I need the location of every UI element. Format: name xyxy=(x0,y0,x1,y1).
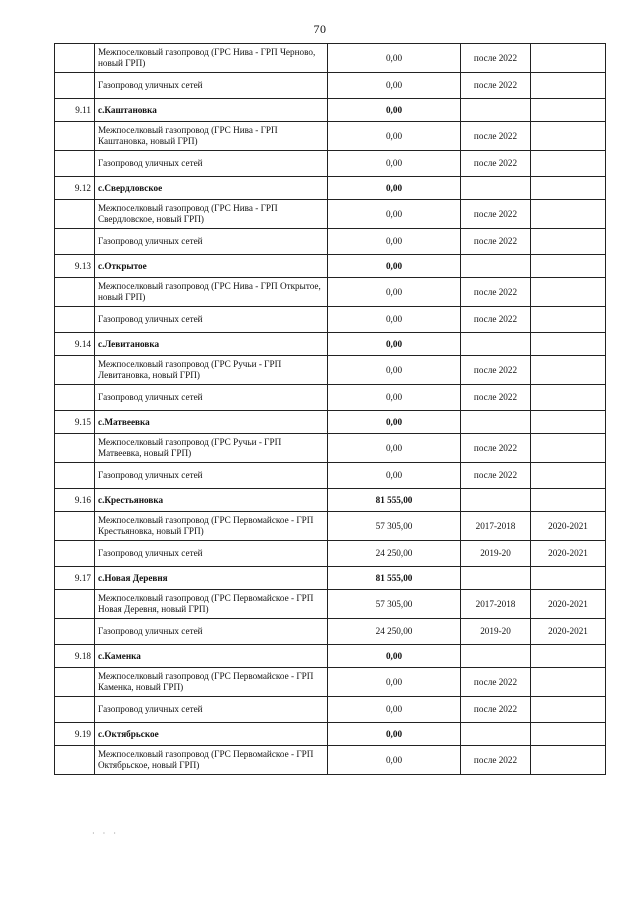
design-years-cell xyxy=(461,333,531,356)
build-years-cell xyxy=(531,122,606,151)
design-years-cell xyxy=(461,645,531,668)
build-years-cell xyxy=(531,463,606,489)
object-name-cell: с.Левитановка xyxy=(95,333,328,356)
object-name-cell: Газопровод уличных сетей xyxy=(95,307,328,333)
design-years-cell: 2019-20 xyxy=(461,619,531,645)
cost-cell: 0,00 xyxy=(328,73,461,99)
build-years-cell xyxy=(531,434,606,463)
cost-cell: 0,00 xyxy=(328,255,461,278)
footer-mark: · · · xyxy=(92,829,119,838)
build-years-cell xyxy=(531,255,606,278)
pipeline-row xyxy=(55,434,606,463)
street-network-row xyxy=(55,307,606,333)
object-name-cell: Газопровод уличных сетей xyxy=(95,463,328,489)
cost-cell: 0,00 xyxy=(328,122,461,151)
pipeline-row xyxy=(55,668,606,697)
row-number-cell xyxy=(55,307,95,333)
row-number-cell: 9.19 xyxy=(55,723,95,746)
build-years-cell: 2020-2021 xyxy=(531,619,606,645)
cost-cell: 24 250,00 xyxy=(328,541,461,567)
design-years-cell xyxy=(461,177,531,200)
settlement-row xyxy=(55,489,606,512)
pipeline-row xyxy=(55,356,606,385)
build-years-cell xyxy=(531,333,606,356)
cost-cell: 0,00 xyxy=(328,229,461,255)
cost-cell: 0,00 xyxy=(328,746,461,775)
object-name-cell: Межпоселковый газопровод (ГРС Нива - ГРП Открытое, новый ГРП) xyxy=(95,278,328,307)
row-number-cell xyxy=(55,541,95,567)
row-number-cell xyxy=(55,122,95,151)
object-name-cell: с.Каштановка xyxy=(95,99,328,122)
row-number-cell xyxy=(55,697,95,723)
pipeline-row xyxy=(55,512,606,541)
row-number-cell xyxy=(55,200,95,229)
cost-cell: 0,00 xyxy=(328,385,461,411)
settlement-row xyxy=(55,645,606,668)
settlement-row xyxy=(55,255,606,278)
row-number-cell xyxy=(55,746,95,775)
build-years-cell xyxy=(531,307,606,333)
build-years-cell xyxy=(531,668,606,697)
cost-cell: 0,00 xyxy=(328,723,461,746)
design-years-cell: после 2022 xyxy=(461,746,531,775)
build-years-cell xyxy=(531,489,606,512)
build-years-cell xyxy=(531,645,606,668)
design-years-cell: после 2022 xyxy=(461,151,531,177)
row-number-cell: 9.15 xyxy=(55,411,95,434)
street-network-row xyxy=(55,541,606,567)
object-name-cell: Газопровод уличных сетей xyxy=(95,541,328,567)
cost-cell: 24 250,00 xyxy=(328,619,461,645)
row-number-cell: 9.13 xyxy=(55,255,95,278)
build-years-cell: 2020-2021 xyxy=(531,541,606,567)
build-years-cell xyxy=(531,229,606,255)
design-years-cell xyxy=(461,99,531,122)
pipeline-row xyxy=(55,200,606,229)
cost-cell: 0,00 xyxy=(328,697,461,723)
street-network-row xyxy=(55,697,606,723)
pipeline-row xyxy=(55,590,606,619)
street-network-row xyxy=(55,619,606,645)
cost-cell: 0,00 xyxy=(328,307,461,333)
design-years-cell: после 2022 xyxy=(461,73,531,99)
settlement-row xyxy=(55,177,606,200)
object-name-cell: Газопровод уличных сетей xyxy=(95,619,328,645)
row-number-cell xyxy=(55,619,95,645)
design-years-cell xyxy=(461,255,531,278)
object-name-cell: Газопровод уличных сетей xyxy=(95,73,328,99)
design-years-cell: 2017-2018 xyxy=(461,590,531,619)
build-years-cell xyxy=(531,200,606,229)
cost-cell: 0,00 xyxy=(328,177,461,200)
build-years-cell xyxy=(531,723,606,746)
object-name-cell: Межпоселковый газопровод (ГРС Первомайское - ГРП Новая Деревня, новый ГРП) xyxy=(95,590,328,619)
row-number-cell xyxy=(55,385,95,411)
build-years-cell xyxy=(531,177,606,200)
row-number-cell xyxy=(55,463,95,489)
object-name-cell: Межпоселковый газопровод (ГРС Нива - ГРП Черново, новый ГРП) xyxy=(95,44,328,73)
object-name-cell: с.Каменка xyxy=(95,645,328,668)
cost-cell: 0,00 xyxy=(328,645,461,668)
build-years-cell xyxy=(531,411,606,434)
pipeline-row xyxy=(55,746,606,775)
pipeline-row xyxy=(55,44,606,73)
design-years-cell: после 2022 xyxy=(461,44,531,73)
cost-cell: 0,00 xyxy=(328,99,461,122)
build-years-cell xyxy=(531,356,606,385)
build-years-cell xyxy=(531,567,606,590)
row-number-cell xyxy=(55,151,95,177)
row-number-cell xyxy=(55,73,95,99)
cost-cell: 0,00 xyxy=(328,434,461,463)
build-years-cell xyxy=(531,385,606,411)
object-name-cell: с.Новая Деревня xyxy=(95,567,328,590)
design-years-cell: после 2022 xyxy=(461,463,531,489)
settlement-row xyxy=(55,567,606,590)
build-years-cell xyxy=(531,746,606,775)
row-number-cell: 9.14 xyxy=(55,333,95,356)
cost-cell: 0,00 xyxy=(328,356,461,385)
build-years-cell xyxy=(531,99,606,122)
settlement-row xyxy=(55,333,606,356)
object-name-cell: Межпоселковый газопровод (ГРС Нива - ГРП Каштановка, новый ГРП) xyxy=(95,122,328,151)
design-years-cell: после 2022 xyxy=(461,385,531,411)
design-years-cell: после 2022 xyxy=(461,307,531,333)
row-number-cell xyxy=(55,668,95,697)
design-years-cell: 2017-2018 xyxy=(461,512,531,541)
object-name-cell: Межпоселковый газопровод (ГРС Первомайское - ГРП Каменка, новый ГРП) xyxy=(95,668,328,697)
cost-cell: 0,00 xyxy=(328,668,461,697)
design-years-cell: после 2022 xyxy=(461,697,531,723)
cost-cell: 0,00 xyxy=(328,463,461,489)
object-name-cell: с.Свердловское xyxy=(95,177,328,200)
object-name-cell: с.Открытое xyxy=(95,255,328,278)
design-years-cell: после 2022 xyxy=(461,229,531,255)
row-number-cell: 9.17 xyxy=(55,567,95,590)
settlement-row xyxy=(55,411,606,434)
row-number-cell xyxy=(55,278,95,307)
settlement-row xyxy=(55,723,606,746)
row-number-cell: 9.18 xyxy=(55,645,95,668)
street-network-row xyxy=(55,151,606,177)
design-years-cell xyxy=(461,411,531,434)
object-name-cell: Межпоселковый газопровод (ГРС Ручьи - ГРП Левитановка, новый ГРП) xyxy=(95,356,328,385)
cost-cell: 0,00 xyxy=(328,151,461,177)
object-name-cell: Межпоселковый газопровод (ГРС Первомайское - ГРП Октябрьское, новый ГРП) xyxy=(95,746,328,775)
build-years-cell xyxy=(531,697,606,723)
cost-cell: 57 305,00 xyxy=(328,512,461,541)
object-name-cell: Газопровод уличных сетей xyxy=(95,229,328,255)
object-name-cell: с.Матвеевка xyxy=(95,411,328,434)
row-number-cell: 9.12 xyxy=(55,177,95,200)
design-years-cell: после 2022 xyxy=(461,434,531,463)
page-number: 70 xyxy=(313,22,327,36)
build-years-cell xyxy=(531,151,606,177)
object-name-cell: с.Крестьяновка xyxy=(95,489,328,512)
street-network-row xyxy=(55,463,606,489)
design-years-cell: после 2022 xyxy=(461,356,531,385)
build-years-cell: 2020-2021 xyxy=(531,590,606,619)
object-name-cell: Межпоселковый газопровод (ГРС Первомайское - ГРП Крестьяновка, новый ГРП) xyxy=(95,512,328,541)
cost-cell: 0,00 xyxy=(328,200,461,229)
object-name-cell: Межпоселковый газопровод (ГРС Нива - ГРП Свердловское, новый ГРП) xyxy=(95,200,328,229)
object-name-cell: с.Октябрьское xyxy=(95,723,328,746)
design-years-cell xyxy=(461,567,531,590)
row-number-cell: 9.11 xyxy=(55,99,95,122)
design-years-cell xyxy=(461,489,531,512)
design-years-cell: после 2022 xyxy=(461,122,531,151)
build-years-cell xyxy=(531,278,606,307)
cost-cell: 81 555,00 xyxy=(328,489,461,512)
gas-pipeline-table xyxy=(54,43,606,775)
design-years-cell: 2019-20 xyxy=(461,541,531,567)
settlement-row xyxy=(55,99,606,122)
street-network-row xyxy=(55,229,606,255)
design-years-cell: после 2022 xyxy=(461,200,531,229)
cost-cell: 0,00 xyxy=(328,333,461,356)
pipeline-row xyxy=(55,122,606,151)
design-years-cell: после 2022 xyxy=(461,278,531,307)
cost-cell: 57 305,00 xyxy=(328,590,461,619)
cost-cell: 81 555,00 xyxy=(328,567,461,590)
object-name-cell: Газопровод уличных сетей xyxy=(95,697,328,723)
design-years-cell xyxy=(461,723,531,746)
row-number-cell xyxy=(55,512,95,541)
object-name-cell: Межпоселковый газопровод (ГРС Ручьи - ГРП Матвеевка, новый ГРП) xyxy=(95,434,328,463)
row-number-cell xyxy=(55,356,95,385)
row-number-cell xyxy=(55,590,95,619)
row-number-cell xyxy=(55,44,95,73)
cost-cell: 0,00 xyxy=(328,411,461,434)
build-years-cell xyxy=(531,73,606,99)
design-years-cell: после 2022 xyxy=(461,668,531,697)
object-name-cell: Газопровод уличных сетей xyxy=(95,385,328,411)
row-number-cell xyxy=(55,229,95,255)
build-years-cell xyxy=(531,44,606,73)
pipeline-row xyxy=(55,278,606,307)
row-number-cell xyxy=(55,434,95,463)
row-number-cell: 9.16 xyxy=(55,489,95,512)
object-name-cell: Газопровод уличных сетей xyxy=(95,151,328,177)
cost-cell: 0,00 xyxy=(328,44,461,73)
build-years-cell: 2020-2021 xyxy=(531,512,606,541)
cost-cell: 0,00 xyxy=(328,278,461,307)
street-network-row xyxy=(55,385,606,411)
street-network-row xyxy=(55,73,606,99)
